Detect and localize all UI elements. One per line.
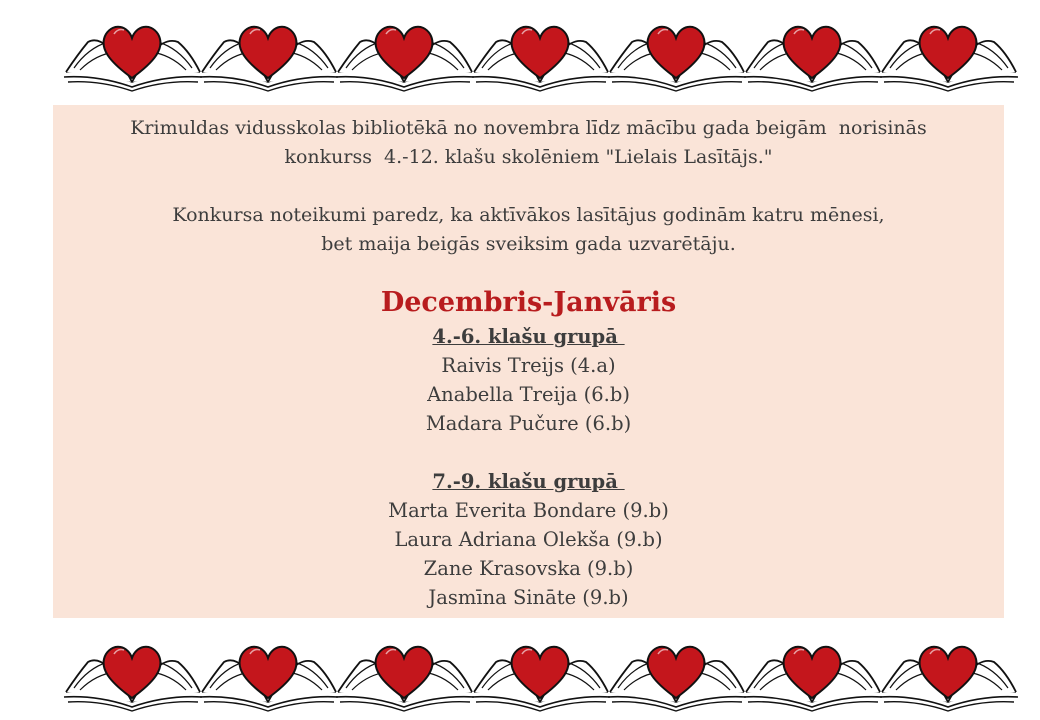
intro-text [53,114,1004,259]
winner-name: Anabella Treija (6.b) [427,383,630,406]
winner-name: Jasmīna Sināte (9.b) [428,586,629,609]
winner-name: Madara Pučure (6.b) [425,412,632,435]
book-heart-icon [194,12,344,92]
book-heart-icon [738,12,888,92]
bottom-book-border [0,620,1040,715]
book-heart-icon [466,12,616,92]
book-heart-icon [330,632,480,712]
winners-list [53,322,1004,612]
announcement-panel [53,105,1004,618]
intro-line: Krimuldas vidusskolas bibliotēkā no novembra līdz mācību gada beigām norisinās [130,117,927,139]
book-heart-icon [874,12,1024,92]
winner-name: Raivis Treijs (4.a) [441,354,616,377]
winner-name: Marta Everita Bondare (9.b) [388,499,669,522]
top-book-border [0,0,1040,95]
book-heart-icon [58,632,208,712]
book-heart-icon [194,632,344,712]
period-heading: Decembris-Janvāris [380,287,677,318]
book-heart-icon [738,632,888,712]
book-heart-icon [602,632,752,712]
winner-name: Zane Krasovska (9.b) [423,557,634,580]
intro-line: Konkursa noteikumi paredz, ka aktīvākos lasītājus godinām katru mēnesi, [172,204,885,226]
intro-line: bet maija beigās sveiksim gada uzvarētāju. [321,233,736,255]
book-heart-icon [602,12,752,92]
book-heart-icon [466,632,616,712]
winner-name: Laura Adriana Olekša (9.b) [394,528,663,551]
book-heart-icon [58,12,208,92]
intro-line: konkurss 4.-12. klašu skolēniem "Lielais Lasītājs." [284,146,773,168]
group-title: 7.-9. klašu grupā [432,470,625,493]
book-heart-icon [874,632,1024,712]
group-title: 4.-6. klašu grupā [432,325,625,348]
book-heart-icon [330,12,480,92]
